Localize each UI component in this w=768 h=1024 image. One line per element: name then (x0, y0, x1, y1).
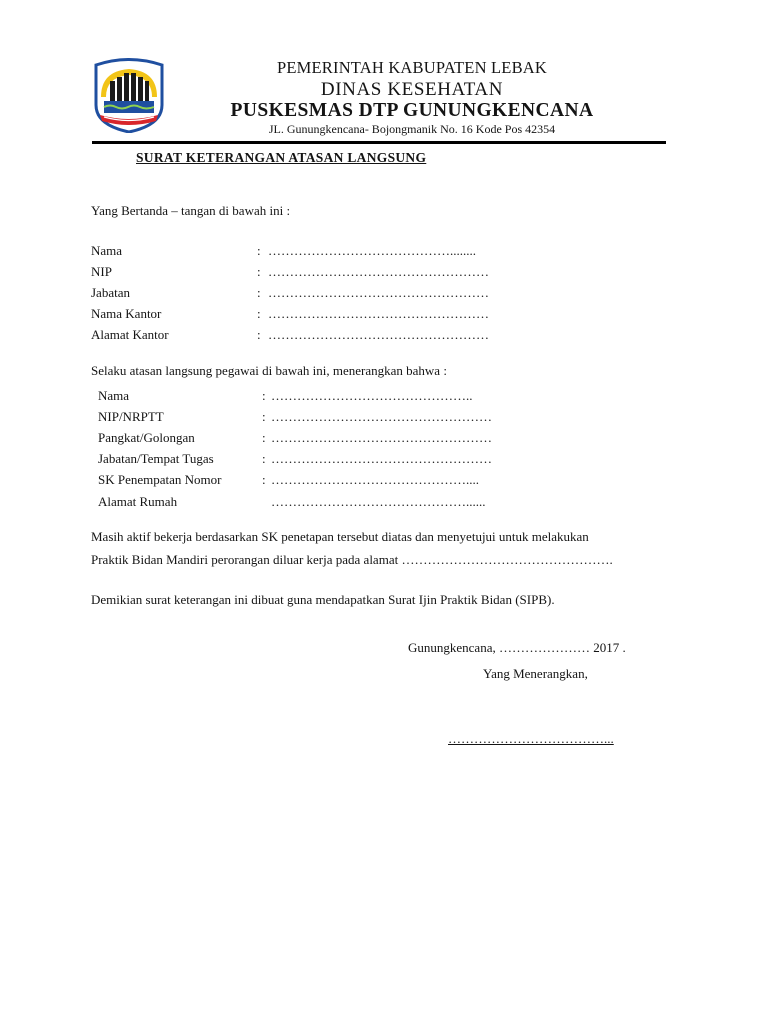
field-blank: …………………………………………… (271, 409, 492, 424)
header-address: JL. Gunungkencana- Bojongmanik No. 16 Kode Pos 42354 (268, 122, 556, 136)
header-institution: PUSKESMAS DTP GUNUNGKENCANA (230, 100, 594, 121)
field-colon: : (262, 388, 266, 403)
field-blank: …………………………………………… (268, 285, 489, 300)
field-label: Pangkat/Golongan (98, 430, 195, 445)
field-blank: …………………………………………… (271, 430, 492, 445)
lebak-regency-emblem-icon (92, 57, 166, 133)
field-blank: …………………………………………… (268, 327, 489, 342)
paragraph-purpose: Demikian surat keterangan ini dibuat guna mendapatkan Surat Ijin Praktik Bidan (SIPB). (91, 592, 555, 607)
signer-field-row (0, 306, 768, 322)
employee-field-row (0, 494, 768, 510)
field-label: NIP/NRPTT (98, 409, 164, 424)
field-colon: : (257, 243, 261, 258)
paragraph-active-line1: Masih aktif bekerja berdasarkan SK penetapan tersebut diatas dan menyetujui untuk melakukan (91, 529, 589, 544)
field-blank: ……………………………………….... (271, 472, 479, 487)
statement-text: Selaku atasan langsung pegawai di bawah ini, menerangkan bahwa : (91, 363, 447, 378)
field-blank: ……………………………………….. (271, 388, 473, 403)
header-department: DINAS KESEHATAN (320, 79, 504, 100)
field-label: NIP (91, 264, 112, 279)
employee-field-row (0, 451, 768, 467)
employee-field-row (0, 409, 768, 425)
field-colon: : (262, 430, 266, 445)
signature-line: ………………………………... (448, 731, 614, 746)
field-colon: : (257, 327, 261, 342)
header-divider (92, 141, 666, 144)
field-blank: …………………………………………… (271, 451, 492, 466)
document-title: SURAT KETERANGAN ATASAN LANGSUNG (136, 150, 427, 165)
field-colon: : (257, 264, 261, 279)
field-colon: : (262, 472, 266, 487)
place-date: Gunungkencana, ………………… 2017 . (408, 640, 626, 655)
field-label: Nama (91, 243, 123, 258)
field-label: Jabatan/Tempat Tugas (98, 451, 214, 466)
header-government: PEMERINTAH KABUPATEN LEBAK (276, 58, 548, 77)
employee-field-row (0, 388, 768, 404)
field-colon: : (257, 306, 261, 321)
employee-field-row (0, 430, 768, 446)
field-label: Nama Kantor (91, 306, 162, 321)
field-colon: : (257, 285, 261, 300)
paragraph-active-line2: Praktik Bidan Mandiri perorangan diluar kerja pada alamat …………………………………………. (91, 552, 613, 567)
field-colon: : (262, 409, 266, 424)
field-blank: …………………………………………… (268, 264, 489, 279)
intro-text: Yang Bertanda – tangan di bawah ini : (91, 203, 291, 218)
signer-field-row (0, 327, 768, 343)
field-colon: : (262, 451, 266, 466)
field-label: Alamat Kantor (91, 327, 169, 342)
field-blank: ……………………………………........ (268, 243, 476, 258)
logo (92, 57, 166, 133)
signer-field-row (0, 285, 768, 301)
field-label: Alamat Rumah (98, 494, 178, 509)
field-blank: ………………………………………...... (271, 494, 486, 509)
field-label: Nama (98, 388, 130, 403)
closing-text: Yang Menerangkan, (483, 666, 588, 681)
field-label: SK Penempatan Nomor (98, 472, 222, 487)
field-blank: …………………………………………… (268, 306, 489, 321)
field-label: Jabatan (91, 285, 130, 300)
signer-field-row (0, 243, 768, 259)
employee-field-row (0, 472, 768, 488)
signer-field-row (0, 264, 768, 280)
